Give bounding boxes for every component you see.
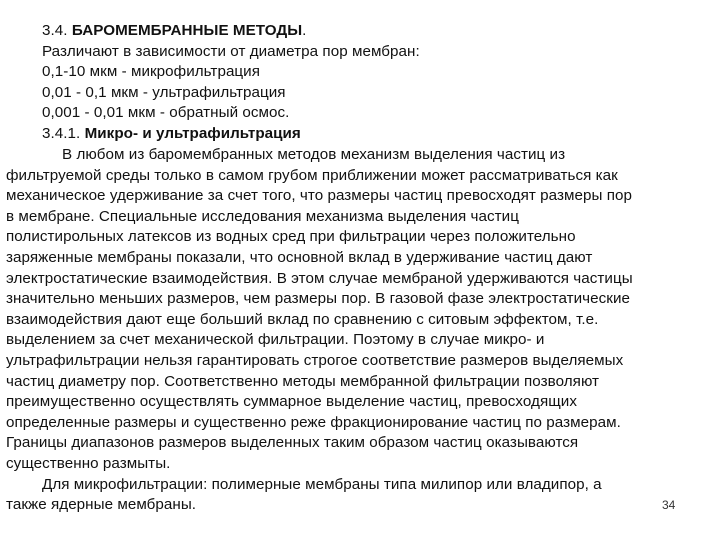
body-paragraph xyxy=(6,145,702,516)
body-line: В любом из баромембранных методов механизм выделения частиц из xyxy=(62,146,566,163)
body-line: Границы диапазонов размеров выделенных таким образом частиц оказываются xyxy=(6,434,579,452)
body-line: частиц диаметру пор. Соответственно методы мембранной фильтрации позволяют xyxy=(6,372,600,390)
section-title: БАРОМЕМБРАННЫЕ МЕТОДЫ xyxy=(71,22,303,39)
closing-line: также ядерные мембраны. xyxy=(6,496,197,514)
range-item-ultrafiltration: 0,01 - 0,1 мкм - ультрафильтрация xyxy=(42,83,286,101)
body-line: в мембране. Специальные исследования механизма выделения частиц xyxy=(6,207,519,225)
body-line: полистирольных латексов из водных сред при фильтрации через положительно xyxy=(6,228,576,246)
subsection-heading xyxy=(42,124,682,145)
range-item-reverse-osmosis: 0,001 - 0,01 мкм - обратный осмос. xyxy=(42,104,290,122)
page-number: 34 xyxy=(662,498,676,512)
subsection-title: Микро- и ультрафильтрация xyxy=(84,124,301,142)
closing-line: Для микрофильтрации: полимерные мембраны типа милипор или владипор, а xyxy=(42,475,602,493)
section-title-punct: . xyxy=(302,22,307,39)
range-item-microfiltration: 0,1-10 мкм - микрофильтрация xyxy=(42,63,260,81)
body-line: выделением за счет механической фильтрации. Поэтому в случае микро- и xyxy=(6,331,545,349)
body-line: заряженные мембраны показали, что основной вклад в удерживание частиц дают xyxy=(6,248,593,266)
body-line: взаимодействия дают еще больший вклад по сравнению с ситовым эффектом, т.е. xyxy=(6,310,599,328)
body-line: значительно меньших размеров, чем размеры пор. В газовой фазе электростатические xyxy=(6,290,630,308)
body-line: ультрафильтрации нельзя гарантировать строгое соответствие размеров выделяемых xyxy=(6,351,624,369)
body-line: механическое удерживание за счет того, что размеры частиц превосходят размеры пор xyxy=(6,187,632,205)
body-line: существенно размыты. xyxy=(6,454,171,472)
heading-block xyxy=(42,21,682,145)
body-line: фильтруемой среды только в самом грубом приближении может рассматриваться как xyxy=(6,166,618,184)
body-line: определенные размеры и существенно реже фракционирование частиц по размерам. xyxy=(6,413,621,431)
subsection-number: 3.4.1. xyxy=(42,124,81,142)
body-line: преимущественно осуществлять суммарное выделение частиц, превосходящих xyxy=(6,393,577,411)
section-heading xyxy=(42,21,682,42)
intro-line: Различают в зависимости от диаметра пор мембран: xyxy=(42,42,420,60)
section-number: 3.4. xyxy=(42,22,68,39)
body-line: электростатические взаимодействия. В этом случае мембраной удерживаются частицы xyxy=(6,269,633,287)
